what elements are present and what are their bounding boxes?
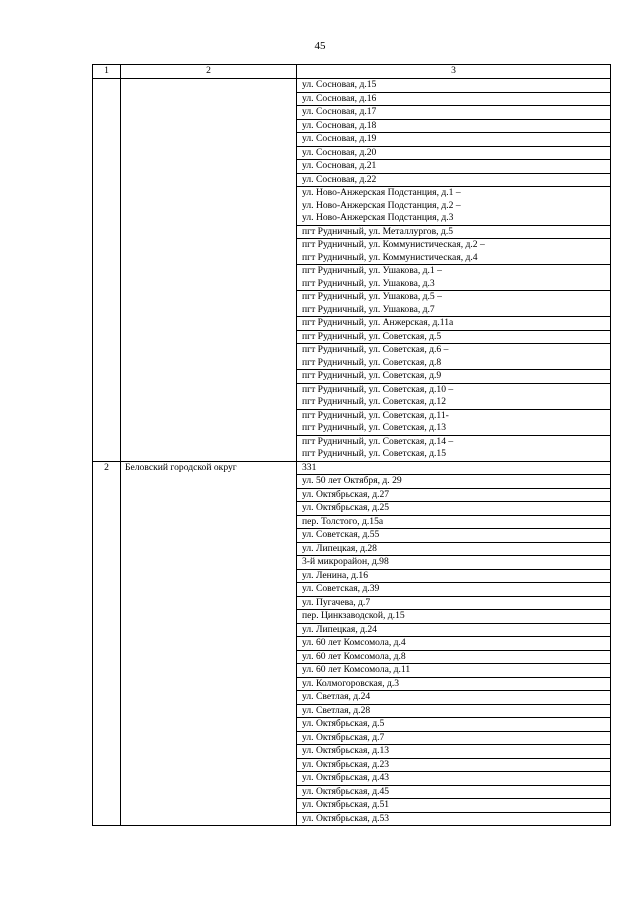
address-cell (297, 146, 611, 160)
table-row (93, 461, 611, 475)
address-line: ул. Сосновая, д.16 (302, 92, 377, 104)
address-line: ул. Октябрьская, д.51 (302, 799, 390, 810)
address-line: ул. Липецкая, д.28 (302, 542, 377, 554)
address-line: пер. Цинкзаводской, д.15 (302, 610, 405, 621)
address-line: пгт Рудничный, ул. Советская, д.12 (302, 396, 446, 407)
address-line: пгт Рудничный, ул. Советская, д.8 (302, 356, 442, 368)
address-cell (297, 344, 611, 370)
address-cell (297, 291, 611, 317)
address-cell (297, 173, 611, 187)
address-cell (297, 637, 611, 651)
address-cell (297, 610, 611, 624)
address-cell (297, 812, 611, 826)
address-line: ул. Октябрьская, д.53 (302, 812, 390, 824)
address-line: пгт Рудничный, ул. Советская, д.6 – (302, 344, 449, 355)
address-line: пгт Рудничный, ул. Советская, д.9 (302, 370, 442, 381)
address-line: ул. Светлая, д.28 (302, 704, 371, 716)
header-row (93, 65, 611, 79)
address-cell (297, 758, 611, 772)
address-cell (297, 265, 611, 291)
address-line: ул. Октябрьская, д.43 (302, 772, 390, 783)
address-cell (297, 330, 611, 344)
address-line: пгт Рудничный, ул. Советская, д.14 – (302, 435, 454, 447)
address-line: ул. Сосновая, д.22 (302, 173, 377, 185)
address-cell (297, 317, 611, 331)
address-cell (297, 370, 611, 384)
address-cell (297, 677, 611, 691)
address-cell (297, 691, 611, 705)
address-cell (297, 664, 611, 678)
address-line: ул. Сосновая, д.17 (302, 106, 377, 117)
address-line: ул. Октябрьская, д.13 (302, 745, 390, 756)
header-col-1: 1 (93, 65, 121, 79)
address-line: ул. Сосновая, д.20 (302, 146, 377, 158)
address-cell (297, 133, 611, 147)
address-line: ул. 60 лет Комсомола, д.8 (302, 650, 406, 662)
address-cell (297, 596, 611, 610)
address-cell (297, 731, 611, 745)
address-line: ул. Пугачева, д.7 (302, 596, 371, 608)
address-cell (297, 650, 611, 664)
address-cell (297, 718, 611, 732)
address-cell (297, 515, 611, 529)
address-line: ул. Сосновая, д.18 (302, 119, 377, 131)
address-table-body (93, 65, 611, 826)
header-col-2: 2 (121, 65, 297, 79)
address-cell (297, 475, 611, 489)
table-row (93, 79, 611, 93)
address-line: ул. Ново-Анжерская Подстанция, д.2 – (302, 199, 461, 211)
address-line: пгт Рудничный, ул. Ушакова, д.1 – (302, 265, 442, 276)
address-line: ул. Липецкая, д.24 (302, 623, 377, 635)
address-cell (297, 79, 611, 93)
address-line: ул. 60 лет Комсомола, д.11 (302, 664, 411, 675)
address-cell (297, 745, 611, 759)
address-cell (297, 225, 611, 239)
address-line: пер. Толстого, д.15а (302, 515, 384, 527)
address-line: ул. Сосновая, д.19 (302, 133, 377, 144)
address-line: ул. Октябрьская, д.7 (302, 731, 385, 743)
district-name: Беловский городской округ (121, 461, 297, 826)
address-cell (297, 623, 611, 637)
address-cell (297, 556, 611, 570)
address-line: пгт Рудничный, ул. Советская, д.15 (302, 448, 446, 459)
address-line: ул. Октябрьская, д.23 (302, 758, 390, 770)
address-cell (297, 383, 611, 409)
address-line: пгт Рудничный, ул. Советская, д.13 (302, 422, 446, 433)
address-line: ул. Сосновая, д.15 (302, 79, 377, 90)
address-line: пгт Рудничный, ул. Ушакова, д.7 (302, 303, 435, 315)
address-cell (297, 92, 611, 106)
address-cell (297, 409, 611, 435)
address-cell (297, 239, 611, 265)
district-number (93, 79, 121, 462)
address-line: ул. 60 лет Комсомола, д.4 (302, 637, 406, 648)
address-cell (297, 435, 611, 461)
address-line: ул. Советская, д.39 (302, 583, 380, 594)
address-line: ул. Ново-Анжерская Подстанция, д.3 (302, 212, 454, 223)
address-line: ул. 50 лет Октября, д. 29 (302, 475, 402, 486)
header-col-3: 3 (297, 65, 611, 79)
address-line: пгт Рудничный, ул. Коммунистическая, д.2 – (302, 239, 485, 250)
address-cell (297, 542, 611, 556)
address-cell (297, 187, 611, 226)
address-line: 3-й микрорайон, д.98 (302, 556, 389, 567)
address-line: ул. Октябрьская, д.25 (302, 502, 390, 513)
address-line: пгт Рудничный, ул. Коммунистическая, д.4 (302, 251, 478, 263)
address-cell (297, 569, 611, 583)
address-line: ул. Светлая, д.24 (302, 691, 371, 702)
address-line: пгт Рудничный, ул. Советская, д.5 (302, 330, 442, 342)
address-line: ул. Октябрьская, д.27 (302, 488, 390, 500)
address-cell (297, 772, 611, 786)
district-number: 2 (93, 461, 121, 826)
address-line: пгт Рудничный, ул. Ушакова, д.3 (302, 277, 435, 289)
address-line: ул. Советская, д.55 (302, 529, 380, 540)
address-cell (297, 502, 611, 516)
address-cell (297, 583, 611, 597)
address-cell (297, 488, 611, 502)
address-line: ул. Октябрьская, д.45 (302, 785, 390, 797)
address-cell (297, 461, 611, 475)
address-cell (297, 119, 611, 133)
address-line: пгт Рудничный, ул. Металлургов, д.5 (302, 225, 454, 237)
district-name (121, 79, 297, 462)
address-line: ул. Ленина, д.16 (302, 569, 368, 581)
address-line: пгт Рудничный, ул. Советская, д.10 – (302, 383, 454, 395)
address-cell (297, 106, 611, 120)
address-line: ул. Колмогоровская, д.3 (302, 677, 400, 689)
address-cell (297, 160, 611, 174)
address-table (92, 64, 611, 826)
address-cell (297, 785, 611, 799)
page-number: 45 (314, 40, 326, 52)
address-line: ул. Октябрьская, д.5 (302, 718, 385, 729)
address-line: пгт Рудничный, ул. Анжерская, д.11а (302, 317, 454, 328)
address-line: 331 (302, 461, 317, 473)
address-line: ул. Сосновая, д.21 (302, 160, 377, 171)
address-cell (297, 799, 611, 813)
address-line: пгт Рудничный, ул. Советская, д.11- (302, 409, 449, 421)
address-cell (297, 529, 611, 543)
address-line: пгт Рудничный, ул. Ушакова, д.5 – (302, 291, 442, 302)
address-line: ул. Ново-Анжерская Подстанция, д.1 – (302, 187, 461, 198)
address-cell (297, 704, 611, 718)
